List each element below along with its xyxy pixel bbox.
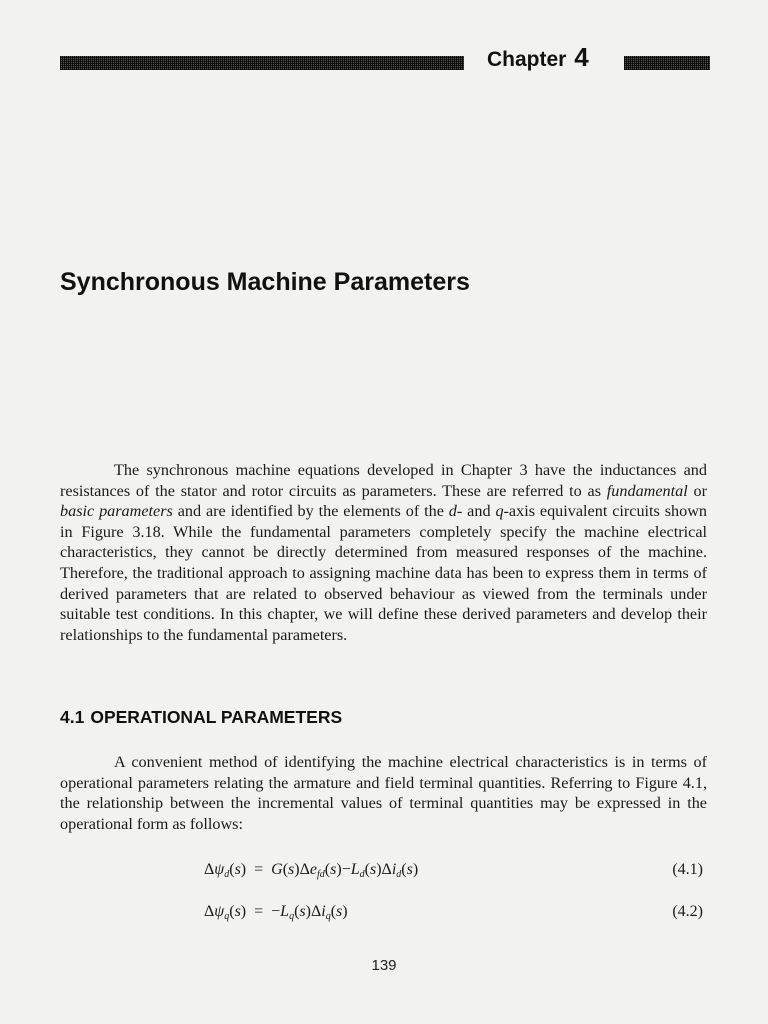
chapter-word: Chapter (487, 48, 567, 71)
chapter-label (487, 42, 589, 73)
header-rule-right (624, 56, 710, 70)
chapter-title: Synchronous Machine Parameters (60, 268, 470, 296)
equation-body: $\Delta\psi_q(s) = -L_q(s)\Delta i_q(s)$ (204, 903, 348, 922)
page-number: 139 (371, 957, 397, 974)
equation-body: $\Delta\psi_d(s) = G(s)\Delta e_{fd}(s)-L_d(s)\Delta i_d(s)$ (204, 861, 419, 880)
header-rule-left (60, 56, 464, 70)
chapter-number: 4 (574, 42, 589, 72)
equation-number: (4.2) (672, 903, 703, 920)
section-heading (60, 707, 342, 728)
equation-4-1 (204, 858, 707, 882)
section-title: OPERATIONAL PARAMETERS (90, 707, 343, 727)
section-paragraph: A convenient method of identifying the machine electrical characteristics is in terms of operational parameters relating the armature and field terminal quantities. Referring to Figure 4.1, the relationship between the incremental values of terminal quantities may be expressed in the operational form as follows: (60, 753, 707, 833)
equation-4-2 (204, 900, 707, 924)
term-fundamental: fundamental (606, 481, 688, 500)
intro-paragraph: The synchronous machine equations developed in Chapter 3 have the inductances and resistances of the stator and rotor circuits as parameters. These are referred to as fundamental or basic parameters and are identified by the elements of the d- and q-axis equivalent circuits shown in Figure 3.18. While the fundamental parameters completely specify the machine electrical characteristics, they cannot be directly determined from measured responses of the machine. Therefore, the traditional approach to assigning machine data has been to express them in terms of derived parameters that are related to observed behaviour as viewed from the terminals under suitable test conditions. In this chapter, we will define these derived parameters and develop their relationships to the fundamental parameters. (60, 461, 708, 644)
equation-number: (4.1) (672, 861, 703, 878)
term-basic-parameters: basic parameters (60, 502, 173, 521)
section-number: 4.1 (60, 707, 85, 727)
